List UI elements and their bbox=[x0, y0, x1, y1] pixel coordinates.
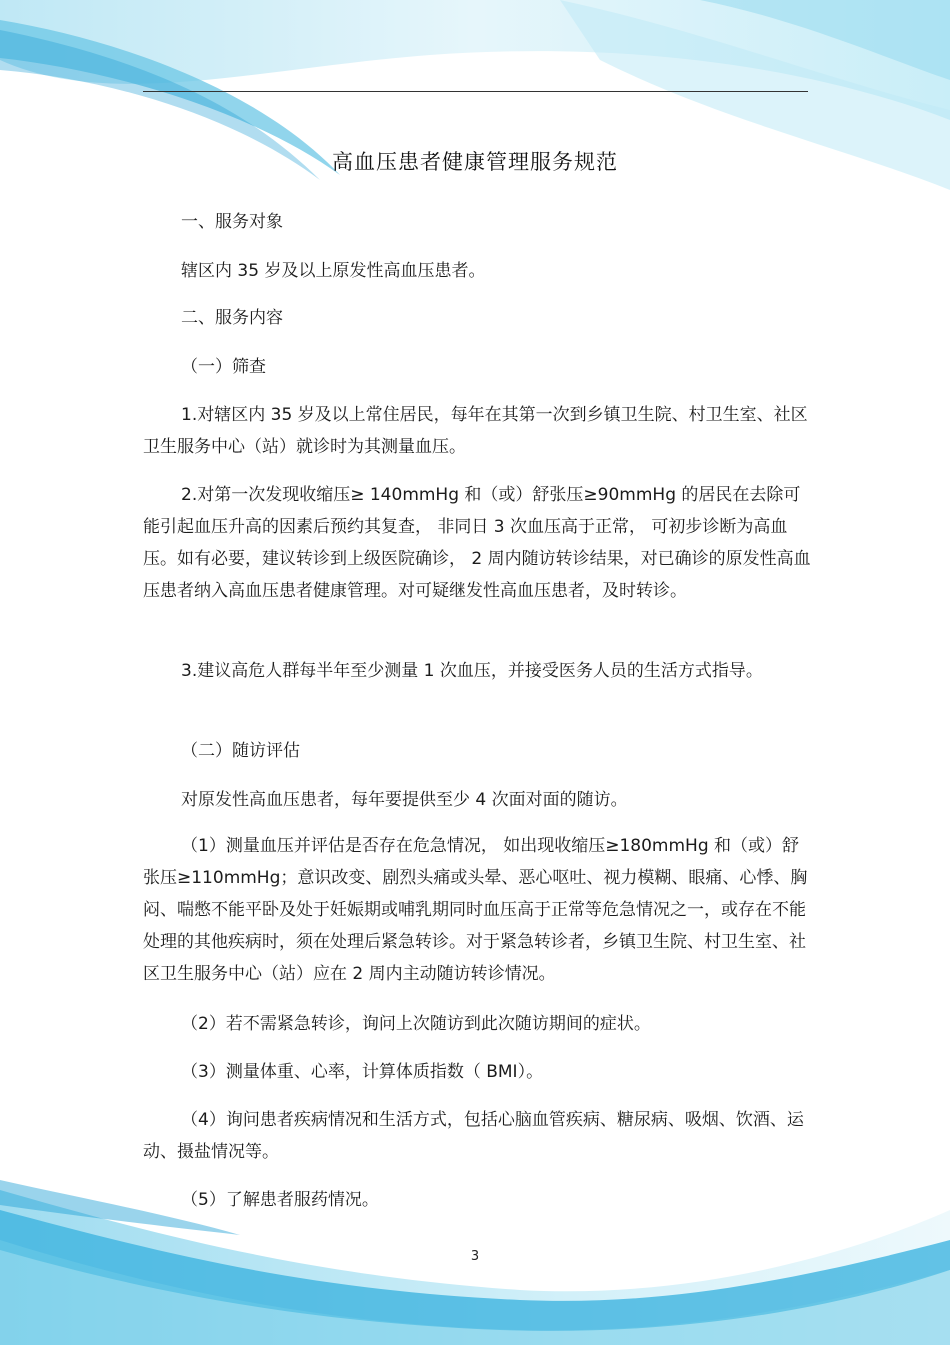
page-number: 3 bbox=[470, 1249, 480, 1264]
document-title: 高血压患者健康管理服务规范 bbox=[332, 150, 618, 174]
subsection-heading-screening: （一）筛查 bbox=[181, 357, 266, 377]
paragraph: 1.对辖区内 35 岁及以上常住居民，每年在其第一次到乡镇卫生院、村卫生室、社区卫生服务中心（站）就诊时为其测量血压。 bbox=[143, 405, 808, 457]
subsection-heading-followup: （二）随访评估 bbox=[181, 741, 300, 761]
header-rule bbox=[143, 91, 808, 92]
paragraph: 3.建议高危人群每半年至少测量 1 次血压，并接受医务人员的生活方式指导。 bbox=[181, 661, 763, 681]
paragraph: （1）测量血压并评估是否存在危急情况， 如出现收缩压≥180mmHg 和（或）舒张压≥110mmHg；意识改变、剧烈头痛或头晕、恶心呕吐、视力模糊、眼痛、心悸、胸闷、喘憋不能平卧及处于妊娠期或哺乳期同时血压高于正常等危急情况之一，或存在不能处理的其他疾病时，须在处理后紧急转诊。对于紧急转诊者，乡镇卫生院、村卫生室、社区卫生服务中心（站）应在 2 周内主动随访转诊情况。 bbox=[143, 836, 808, 984]
paragraph: 辖区内 35 岁及以上原发性高血压患者。 bbox=[181, 261, 486, 281]
paragraph: （4）询问患者疾病情况和生活方式，包括心脑血管疾病、糖尿病、吸烟、饮酒、运动、摄盐情况等。 bbox=[143, 1110, 804, 1162]
paragraph: （2）若不需紧急转诊，询问上次随访到此次随访期间的症状。 bbox=[181, 1014, 651, 1034]
paragraph: 对原发性高血压患者，每年要提供至少 4 次面对面的随访。 bbox=[181, 790, 628, 810]
paragraph: （5）了解患者服药情况。 bbox=[181, 1190, 379, 1210]
paragraph: 2.对第一次发现收缩压≥ 140mmHg 和（或）舒张压≥90mmHg 的居民在去除可能引起血压升高的因素后预约其复查， 非同日 3 次血压高于正常， 可初步诊断为高血压。如有必要，建议转诊到上级医院确诊， 2 周内随访转诊结果，对已确诊的原发性高血压患者纳入高血压患者健康管理。对可疑继发性高血压患者，及时转诊。 bbox=[143, 485, 811, 601]
section-heading-1: 一、服务对象 bbox=[181, 212, 283, 232]
paragraph: （3）测量体重、心率，计算体质指数（ BMI）。 bbox=[181, 1062, 544, 1082]
section-heading-2: 二、服务内容 bbox=[181, 308, 283, 328]
